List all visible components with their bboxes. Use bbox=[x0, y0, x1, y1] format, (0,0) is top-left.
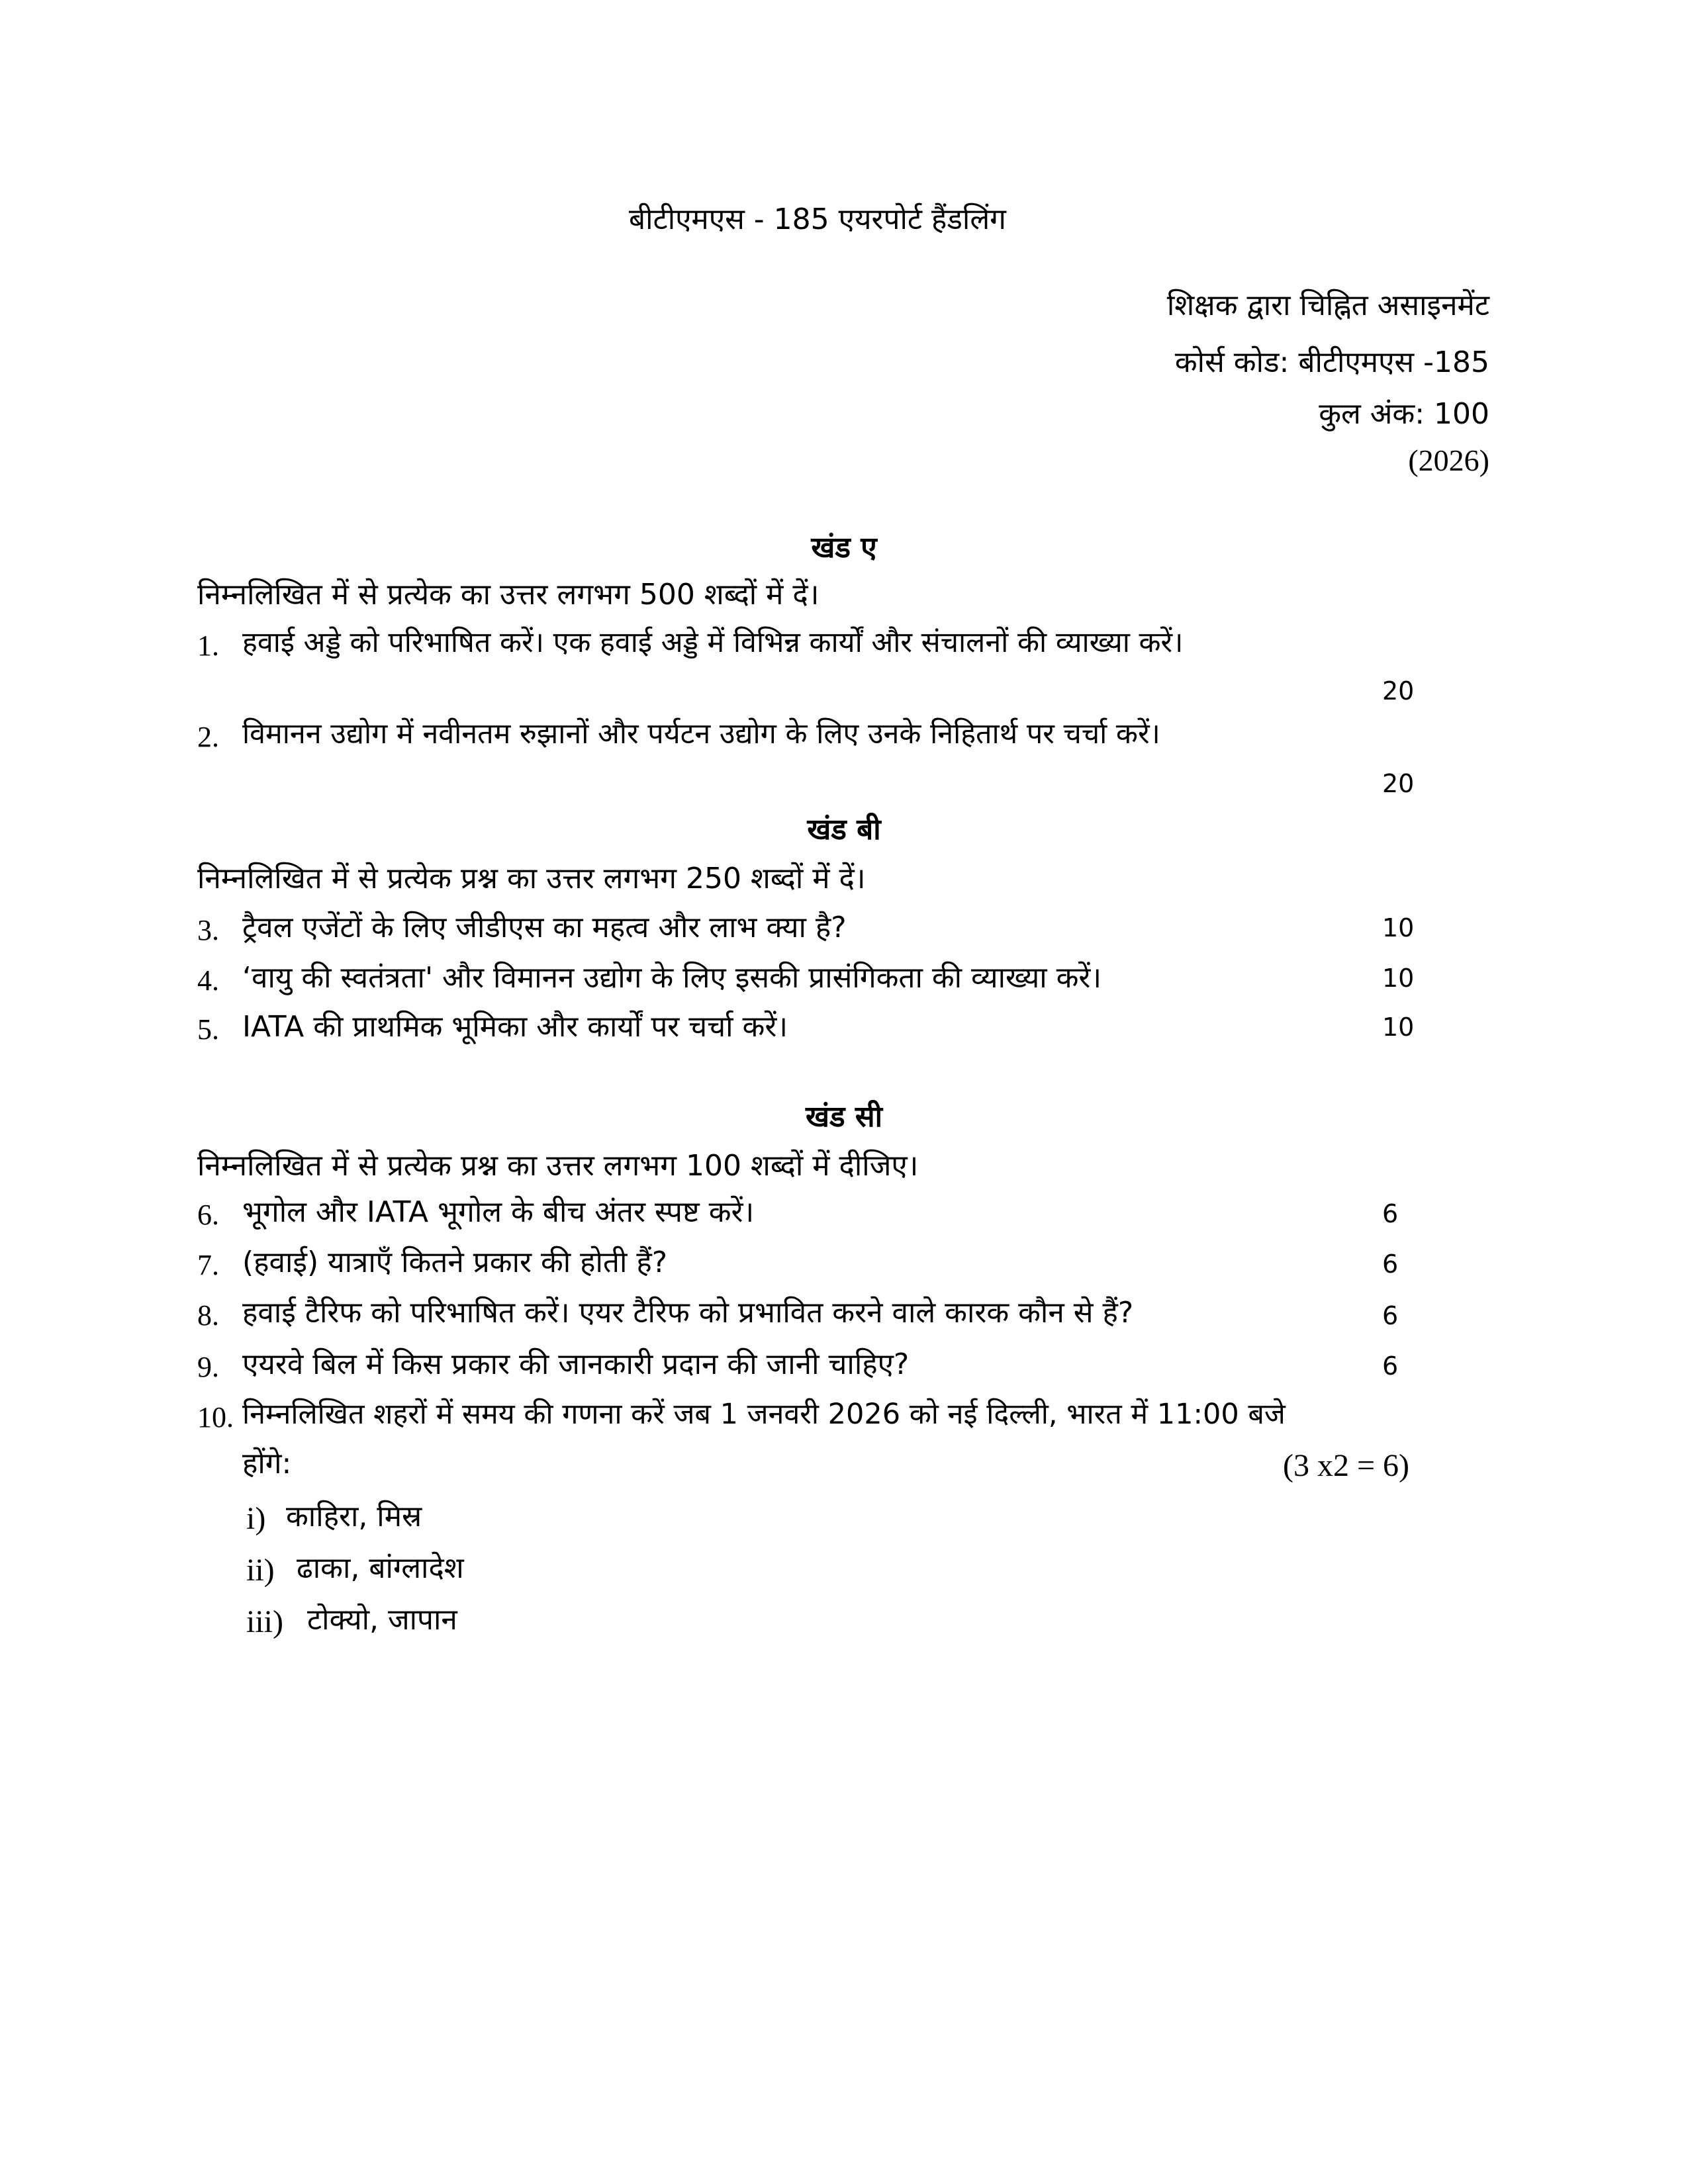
question-marks: 10 bbox=[1382, 913, 1415, 942]
question-number: 1. bbox=[197, 629, 219, 662]
question-number: 9. bbox=[197, 1351, 219, 1383]
subpart-text: काहिरा, मिस्र bbox=[286, 1500, 422, 1533]
question-marks: (3 x2 = 6) bbox=[1283, 1448, 1410, 1483]
question-marks: 20 bbox=[1382, 676, 1415, 705]
section-a-instruction: निम्नलिखित में से प्रत्येक का उत्तर लगभग 500 शब्दों में दें। bbox=[197, 578, 820, 612]
subpart-label: ii) bbox=[246, 1553, 275, 1588]
question-text: विमानन उद्योग में नवीनतम रुझानों और पर्यटन उद्योग के लिए उनके निहितार्थ पर चर्चा करें। bbox=[242, 717, 1160, 751]
question-number: 6. bbox=[197, 1199, 219, 1231]
question-marks: 20 bbox=[1382, 769, 1415, 798]
subpart-label: i) bbox=[246, 1501, 266, 1536]
question-text-continued: होंगे: bbox=[242, 1447, 292, 1480]
question-marks: 6 bbox=[1382, 1250, 1399, 1279]
question-number: 8. bbox=[197, 1299, 219, 1332]
question-marks: 10 bbox=[1382, 1013, 1415, 1042]
section-c-instruction: निम्नलिखित में से प्रत्येक प्रश्न का उत्तर लगभग 100 शब्दों में दीजिए। bbox=[197, 1149, 919, 1183]
section-c-heading: खंड सी bbox=[806, 1100, 882, 1134]
question-number: 5. bbox=[197, 1013, 219, 1046]
section-a-heading: खंड ए bbox=[811, 531, 877, 565]
section-b-instruction: निम्नलिखित में से प्रत्येक प्रश्न का उत्तर लगभग 250 शब्दों में दें। bbox=[197, 862, 866, 895]
subpart-text: ढाका, बांग्लादेश bbox=[297, 1551, 464, 1585]
question-text: ट्रैवल एजेंटों के लिए जीडीएस का महत्व और लाभ क्या है? bbox=[242, 911, 847, 944]
question-number: 7. bbox=[197, 1249, 219, 1281]
question-marks: 10 bbox=[1382, 964, 1415, 993]
question-text: हवाई टैरिफ को परिभाषित करें। एयर टैरिफ को प्रभावित करने वाले कारक कौन से हैं? bbox=[242, 1296, 1134, 1330]
question-text: भूगोल और IATA भूगोल के बीच अंतर स्पष्ट करें। bbox=[242, 1195, 755, 1229]
question-marks: 6 bbox=[1382, 1351, 1399, 1381]
assignment-type: शिक्षक द्वारा चिह्नित असाइनमेंट bbox=[1166, 289, 1489, 322]
question-number: 10. bbox=[197, 1401, 234, 1433]
question-text: हवाई अड्डे को परिभाषित करें। एक हवाई अड्डे में विभिन्न कार्यों और संचालनों की व्याख्या करें। bbox=[242, 626, 1184, 659]
subpart-label: iii) bbox=[246, 1604, 283, 1639]
question-marks: 6 bbox=[1382, 1301, 1399, 1330]
question-number: 2. bbox=[197, 721, 219, 753]
question-marks: 6 bbox=[1382, 1199, 1399, 1228]
question-number: 4. bbox=[197, 964, 219, 997]
question-text: निम्नलिखित शहरों में समय की गणना करें जब 1 जनवरी 2026 को नई दिल्ली, भारत में 11:00 बजे bbox=[242, 1398, 1286, 1431]
section-b-heading: खंड बी bbox=[807, 813, 881, 846]
question-text: (हवाई) यात्राएँ कितने प्रकार की होती हैं? bbox=[242, 1246, 668, 1279]
year: (2026) bbox=[1408, 443, 1489, 477]
question-text: IATA की प्राथमिक भूमिका और कार्यों पर चर्चा करें। bbox=[242, 1010, 788, 1044]
total-marks: कुल अंक: 100 bbox=[1319, 397, 1489, 431]
course-code: कोर्स कोड: बीटीएमएस -185 bbox=[1174, 345, 1489, 379]
question-number: 3. bbox=[197, 914, 219, 946]
question-text: ‘वायु की स्वतंत्रता' और विमानन उद्योग के लिए इसकी प्रासंगिकता की व्याख्या करें। bbox=[242, 961, 1102, 995]
paper-title: बीटीएमएस - 185 एयरपोर्ट हैंडलिंग bbox=[629, 203, 1006, 236]
subpart-text: टोक्यो, जापान bbox=[307, 1603, 457, 1637]
question-text: एयरवे बिल में किस प्रकार की जानकारी प्रदान की जानी चाहिए? bbox=[242, 1347, 910, 1381]
